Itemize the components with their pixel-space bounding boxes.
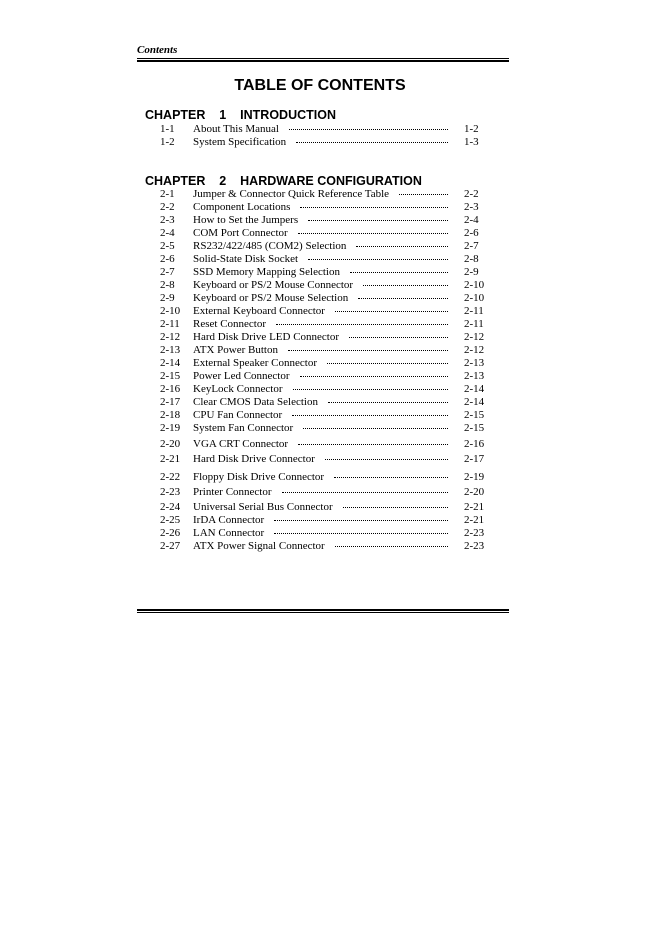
dot-leader xyxy=(289,129,448,130)
dot-leader xyxy=(335,311,448,312)
toc-entry-number: 2-19 xyxy=(160,422,181,434)
dot-leader xyxy=(363,285,448,286)
dot-leader xyxy=(349,337,448,338)
dot-leader xyxy=(399,194,448,195)
toc-entry-number: 2-14 xyxy=(160,357,181,369)
toc-entry-page: 1-2 xyxy=(464,123,479,135)
dot-leader xyxy=(282,492,448,493)
toc-entry-number: 2-12 xyxy=(160,331,181,343)
toc-entry-page: 2-19 xyxy=(464,471,485,483)
toc-entry xyxy=(160,266,490,279)
dot-leader xyxy=(274,520,448,521)
dot-leader xyxy=(334,477,448,478)
toc-entry-title: IrDA Connector xyxy=(193,514,265,526)
toc-entry-page: 2-12 xyxy=(464,344,485,356)
toc-entry-title: Power Led Connector xyxy=(193,370,290,382)
toc-entry-title: External Speaker Connector xyxy=(193,357,318,369)
toc-entry-title: Hard Disk Drive LED Connector xyxy=(193,331,340,343)
toc-entry-title: How to Set the Jumpers xyxy=(193,214,299,226)
toc-entry-page: 2-15 xyxy=(464,409,485,421)
toc-entry xyxy=(160,227,490,240)
toc-entry xyxy=(160,527,490,540)
toc-entry-number: 2-24 xyxy=(160,501,181,513)
toc-entry-number: 2-21 xyxy=(160,453,181,465)
dot-leader xyxy=(293,389,448,390)
toc-entry-number: 2-23 xyxy=(160,486,181,498)
toc-entry xyxy=(160,486,490,499)
dot-leader xyxy=(292,415,448,416)
toc-entry-title: Reset Connector xyxy=(193,318,267,330)
dot-leader xyxy=(298,444,448,445)
running-header: Contents xyxy=(137,44,178,56)
toc-entry-title: Hard Disk Drive Connector xyxy=(193,453,315,465)
toc-entry-number: 2-9 xyxy=(160,292,175,304)
dot-leader xyxy=(288,350,448,351)
toc-entry-number: 2-20 xyxy=(160,438,181,450)
chapter-1-heading: CHAPTER 1 INTRODUCTION xyxy=(145,108,336,122)
toc-entry-number: 2-17 xyxy=(160,396,181,408)
toc-entry-title: External Keyboard Connector xyxy=(193,305,325,317)
toc-entry xyxy=(160,240,490,253)
toc-entry-title: System Fan Connector xyxy=(193,422,294,434)
dot-leader xyxy=(308,220,448,221)
footer-rule xyxy=(137,609,509,613)
toc-entry-page: 2-17 xyxy=(464,453,485,465)
toc-entry-title: ATX Power Button xyxy=(193,344,278,356)
toc-entry-page: 2-7 xyxy=(464,240,479,252)
toc-entry-page: 2-3 xyxy=(464,201,479,213)
dot-leader xyxy=(327,363,448,364)
toc-entry-page: 2-8 xyxy=(464,253,479,265)
toc-entry-title: COM Port Connector xyxy=(193,227,288,239)
dot-leader xyxy=(276,324,448,325)
dot-leader xyxy=(300,207,448,208)
toc-entry xyxy=(160,357,490,370)
toc-entry-number: 2-2 xyxy=(160,201,175,213)
toc-entry-number: 2-22 xyxy=(160,471,181,483)
toc-entry-page: 2-2 xyxy=(464,188,479,200)
toc-entry-title: Floppy Disk Drive Connector xyxy=(193,471,325,483)
toc-entry-number: 2-25 xyxy=(160,514,181,526)
toc-entry-number: 2-8 xyxy=(160,279,175,291)
toc-entry-page: 2-16 xyxy=(464,438,485,450)
toc-entry-page: 2-9 xyxy=(464,266,479,278)
toc-entry-number: 2-5 xyxy=(160,240,175,252)
toc-entry-number: 2-15 xyxy=(160,370,181,382)
toc-entry xyxy=(160,540,490,553)
toc-entry-page: 2-20 xyxy=(464,486,485,498)
header-rule xyxy=(137,58,509,62)
toc-entry-title: Solid-State Disk Socket xyxy=(193,253,299,265)
toc-entry-title: Keyboard or PS/2 Mouse Selection xyxy=(193,292,349,304)
toc-entry-number: 2-1 xyxy=(160,188,175,200)
toc-entry-number: 2-3 xyxy=(160,214,175,226)
dot-leader xyxy=(350,272,448,273)
toc-entry-title: Component Locations xyxy=(193,201,291,213)
toc-entry-page: 1-3 xyxy=(464,136,479,148)
dot-leader xyxy=(303,428,448,429)
toc-entry-page: 2-13 xyxy=(464,357,485,369)
toc-entry xyxy=(160,409,490,422)
toc-entry-number: 2-6 xyxy=(160,253,175,265)
toc-entry-number: 2-11 xyxy=(160,318,180,330)
toc-entry-title: Universal Serial Bus Connector xyxy=(193,501,333,513)
toc-entry-page: 2-6 xyxy=(464,227,479,239)
toc-entry-title: ATX Power Signal Connector xyxy=(193,540,325,552)
toc-entry-number: 2-18 xyxy=(160,409,181,421)
dot-leader xyxy=(328,402,448,403)
toc-entry xyxy=(160,438,490,451)
toc-entry xyxy=(160,279,490,292)
toc-entry-number: 2-27 xyxy=(160,540,181,552)
dot-leader xyxy=(356,246,448,247)
dot-leader xyxy=(325,459,448,460)
toc-entry-page: 2-12 xyxy=(464,331,485,343)
toc-entry-title: Printer Connector xyxy=(193,486,272,498)
toc-entry xyxy=(160,471,490,484)
toc-entry-title: Jumper & Connector Quick Reference Table xyxy=(193,188,390,200)
toc-entry-page: 2-21 xyxy=(464,501,485,513)
toc-entry xyxy=(160,136,490,149)
toc-entry xyxy=(160,370,490,383)
toc-entry-title: Clear CMOS Data Selection xyxy=(193,396,318,408)
toc-entry xyxy=(160,501,490,514)
toc-entry-number: 2-13 xyxy=(160,344,181,356)
toc-entry xyxy=(160,188,490,201)
toc-entry xyxy=(160,214,490,227)
toc-entry xyxy=(160,514,490,527)
toc-entry-number: 1-1 xyxy=(160,123,175,135)
toc-entry-page: 2-14 xyxy=(464,383,485,395)
dot-leader xyxy=(358,298,448,299)
toc-entry-number: 2-7 xyxy=(160,266,175,278)
toc-entry-number: 2-26 xyxy=(160,527,181,539)
toc-entry xyxy=(160,253,490,266)
toc-entry xyxy=(160,396,490,409)
toc-entry xyxy=(160,318,490,331)
dot-leader xyxy=(300,376,448,377)
dot-leader xyxy=(274,533,448,534)
toc-entry-page: 2-10 xyxy=(464,279,485,291)
toc-entry-title: System Specification xyxy=(193,136,287,148)
toc-entry-title: About This Manual xyxy=(193,123,279,135)
toc-entry-page: 2-15 xyxy=(464,422,485,434)
dot-leader xyxy=(335,546,448,547)
toc-entry xyxy=(160,383,490,396)
toc-entry xyxy=(160,201,490,214)
toc-entry-page: 2-11 xyxy=(464,305,484,317)
toc-entry-number: 2-4 xyxy=(160,227,175,239)
dot-leader xyxy=(296,142,448,143)
toc-entry-title: RS232/422/485 (COM2) Selection xyxy=(193,240,347,252)
toc-entry-title: SSD Memory Mapping Selection xyxy=(193,266,340,278)
toc-entry-page: 2-23 xyxy=(464,527,485,539)
toc-entry-page: 2-14 xyxy=(464,396,485,408)
toc-entry-page: 2-13 xyxy=(464,370,485,382)
toc-entry xyxy=(160,123,490,136)
toc-entry-title: KeyLock Connector xyxy=(193,383,283,395)
toc-entry-number: 1-2 xyxy=(160,136,175,148)
toc-entry-page: 2-11 xyxy=(464,318,484,330)
toc-entry-page: 2-10 xyxy=(464,292,485,304)
toc-entry xyxy=(160,453,490,466)
toc-entry-title: CPU Fan Connector xyxy=(193,409,283,421)
toc-entry xyxy=(160,331,490,344)
toc-entry-page: 2-4 xyxy=(464,214,479,226)
toc-entry-number: 2-10 xyxy=(160,305,181,317)
page-title: TABLE OF CONTENTS xyxy=(234,77,406,94)
toc-entry-number: 2-16 xyxy=(160,383,181,395)
toc-entry-title: LAN Connector xyxy=(193,527,265,539)
toc-entry xyxy=(160,292,490,305)
toc-entry-title: VGA CRT Connector xyxy=(193,438,289,450)
toc-entry xyxy=(160,422,490,435)
toc-entry-page: 2-21 xyxy=(464,514,485,526)
dot-leader xyxy=(298,233,448,234)
toc-entry xyxy=(160,305,490,318)
toc-entry-title: Keyboard or PS/2 Mouse Connector xyxy=(193,279,354,291)
toc-entry-page: 2-23 xyxy=(464,540,485,552)
toc-entry xyxy=(160,344,490,357)
dot-leader xyxy=(343,507,448,508)
chapter-2-heading: CHAPTER 2 HARDWARE CONFIGURATION xyxy=(145,174,422,188)
dot-leader xyxy=(308,259,448,260)
